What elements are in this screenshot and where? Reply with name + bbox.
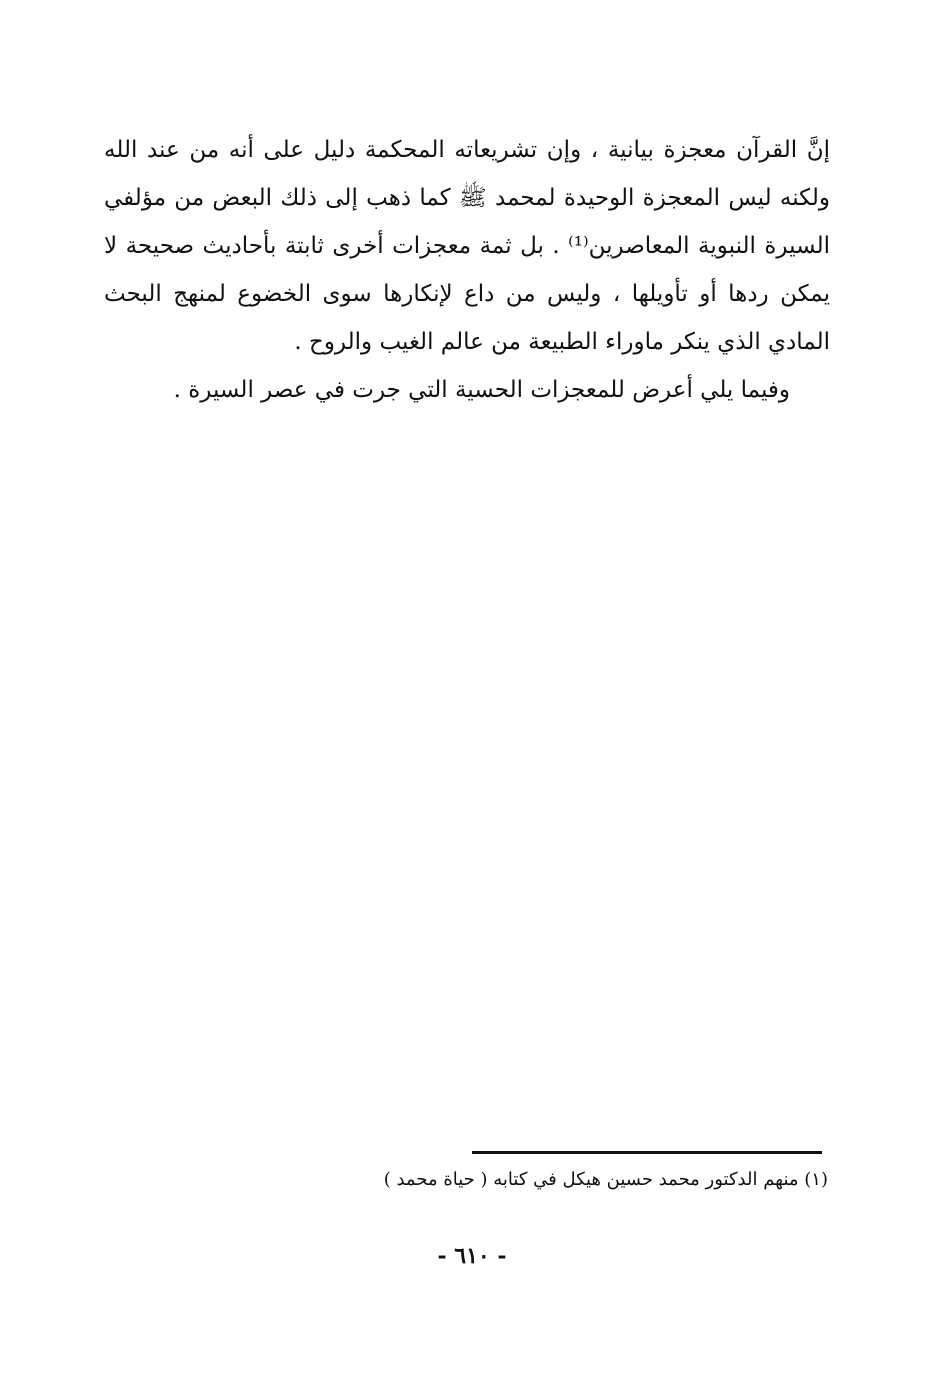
paragraph-1-line-3: السيرة النبوية المعاصرين⁽¹⁾ . بل ثمة معجزات أخرى ثابتة بأحاديث صحيحة لا bbox=[104, 233, 830, 259]
main-text bbox=[104, 126, 830, 414]
paragraph-1-line-2: ولكنه ليس المعجزة الوحيدة لمحمد ﷺ كما ذهب إلى ذلك البعض من مؤلفي bbox=[104, 185, 830, 211]
paragraph-1-line-5: المادي الذي ينكر ماوراء الطبيعة من عالم الغيب والروح . bbox=[294, 329, 830, 355]
footnote-divider bbox=[472, 1151, 822, 1154]
paragraph-2: وفيما يلي أعرض للمعجزات الحسية التي جرت في عصر السيرة . bbox=[173, 377, 790, 403]
paragraph-1-line-1: إنَّ القرآن معجزة بيانية ، وإن تشريعاته المحكمة دليل على أنه من عند الله bbox=[104, 137, 830, 163]
footnote: (١) منهم الدكتور محمد حسين هيكل في كتابه ( حياة محمد ) bbox=[383, 1169, 828, 1190]
paragraph-1-line-4: يمكن ردها أو تأويلها ، وليس من داع لإنكارها سوى الخضوع لمنهج البحث bbox=[104, 281, 830, 307]
page-number: - ٦١٠ - bbox=[437, 1243, 507, 1269]
